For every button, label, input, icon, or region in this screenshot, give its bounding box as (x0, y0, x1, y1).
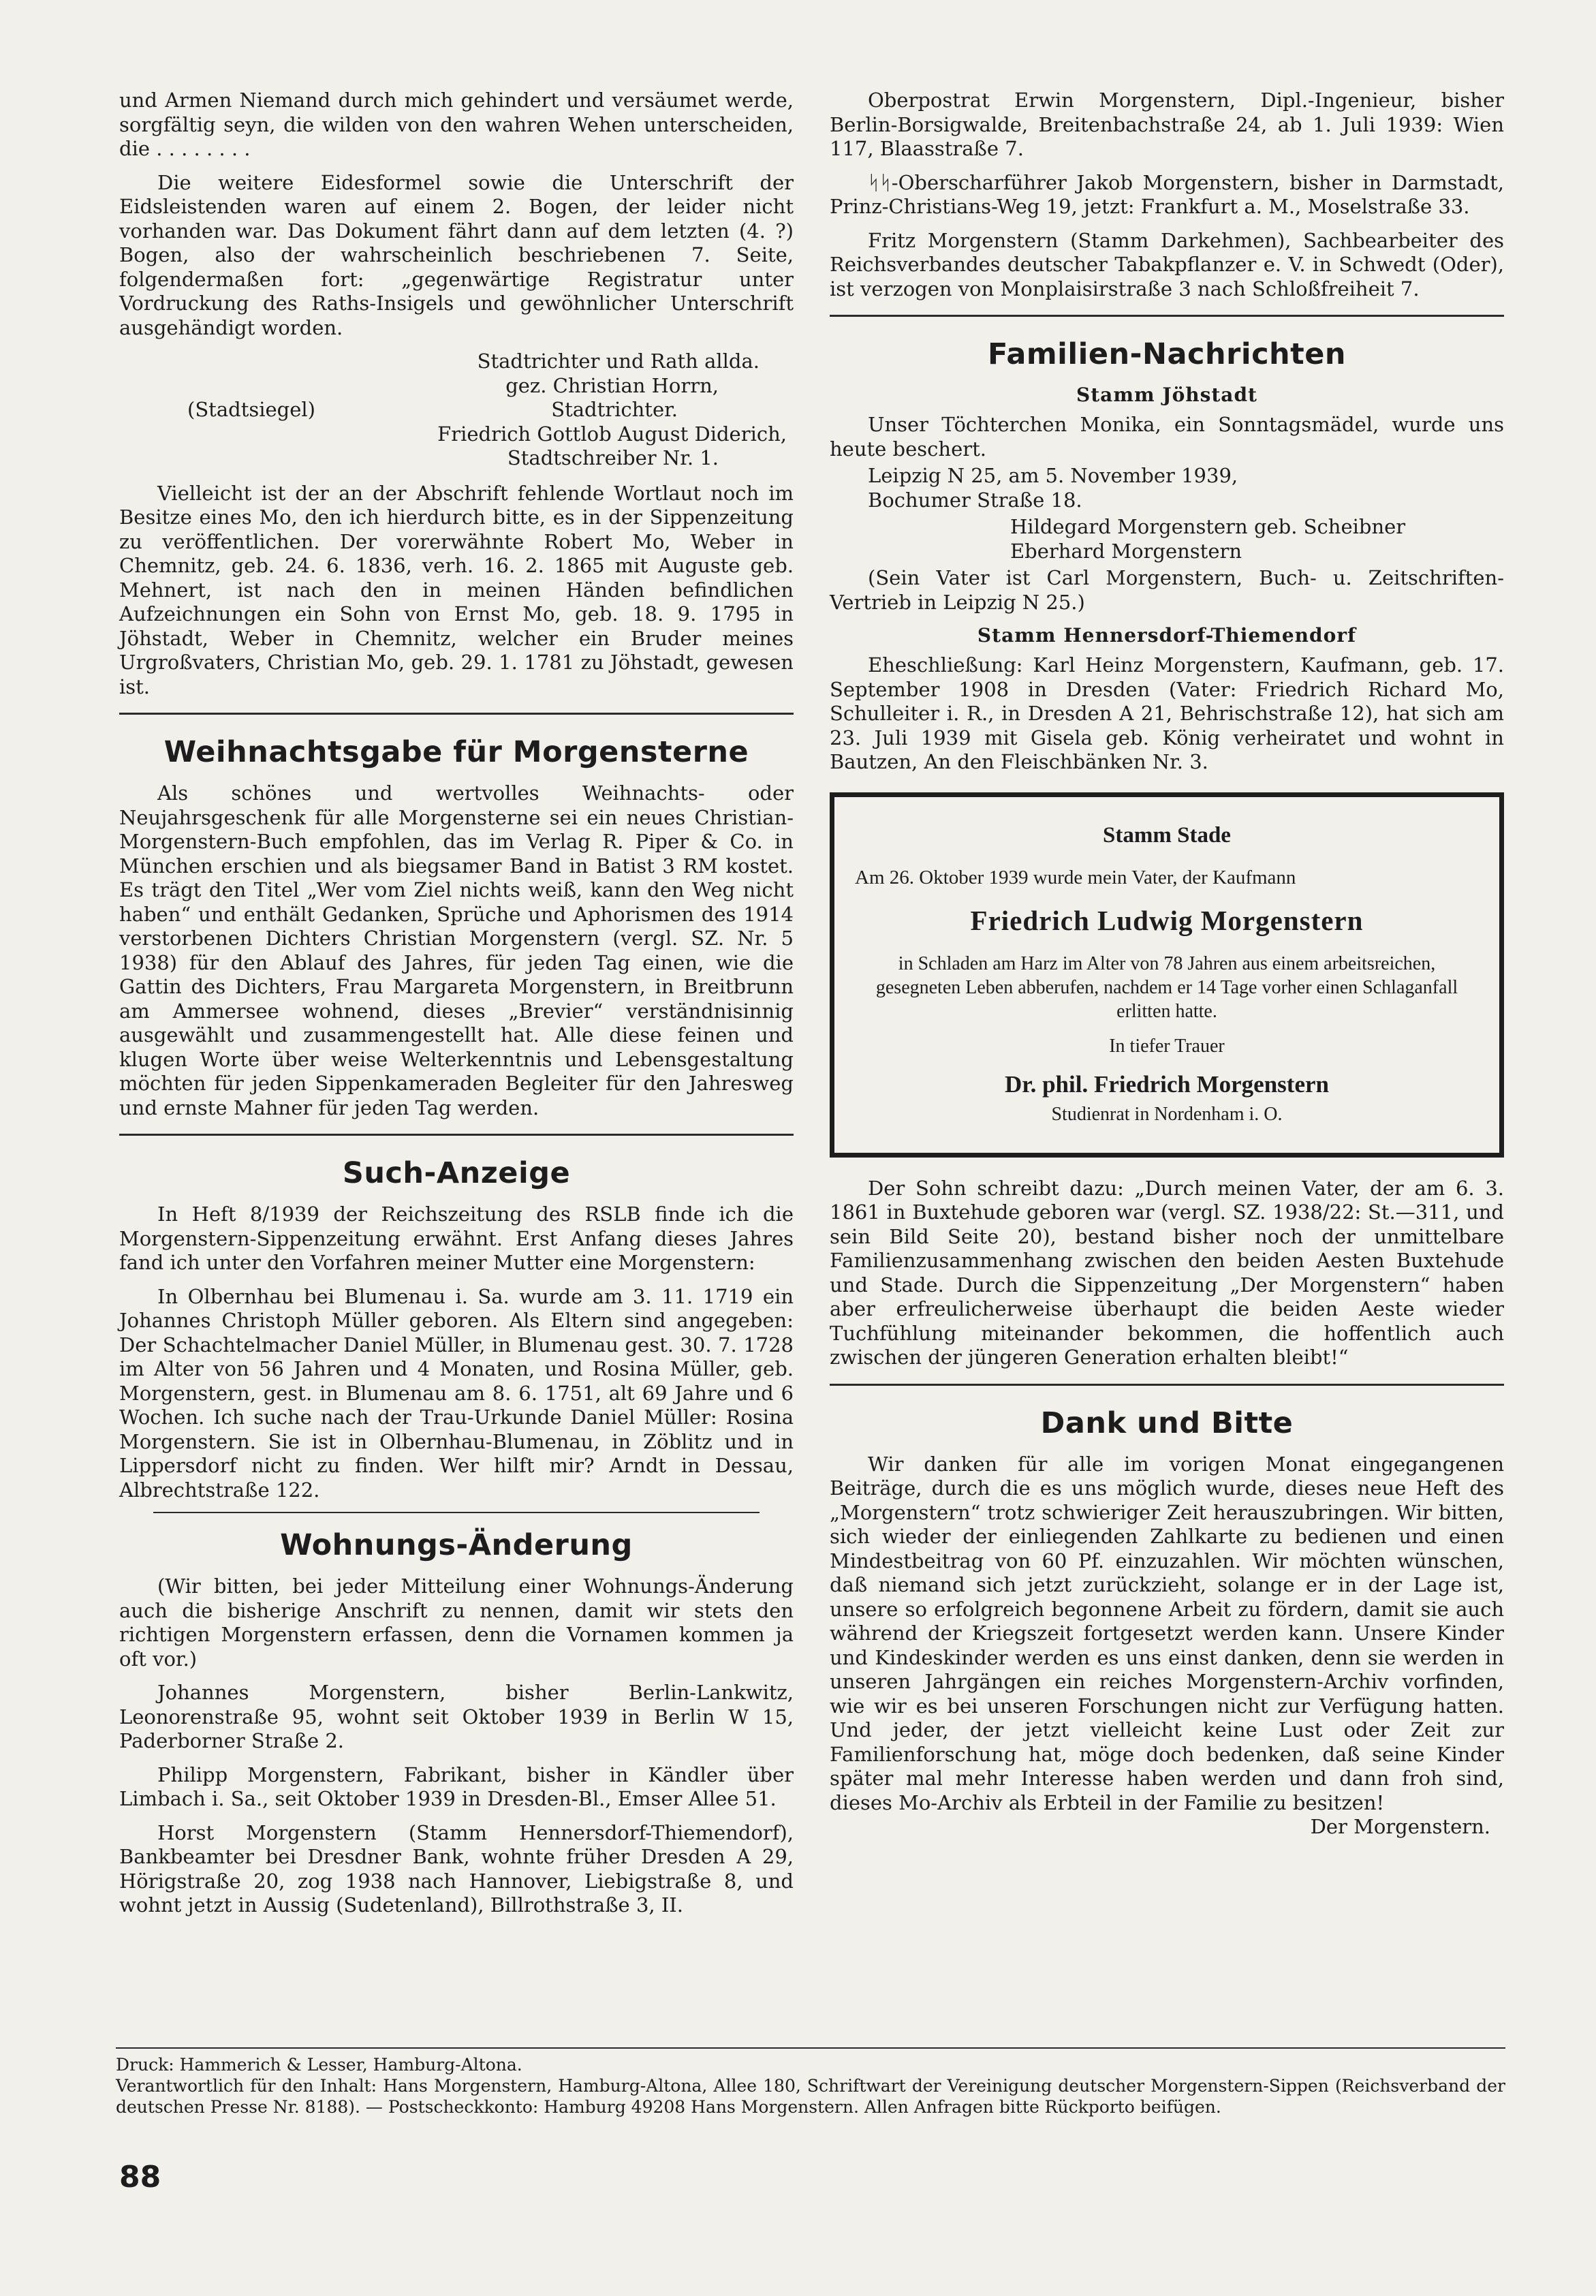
heading-weihnachtsgabe: Weihnachtsgabe für Morgensterne (163, 735, 749, 769)
section-divider (119, 1134, 794, 1136)
signature-line: Eberhard Morgenstern (1010, 539, 1242, 563)
heading-stamm-hennersdorf: Stamm Hennersdorf-Thiemendorf (977, 624, 1357, 647)
paragraph-erwin: Oberpostrat Erwin Morgenstern, Dipl.-Ingenieur, bisher Berlin-Borsigwalde, Breitenbachstraße 24, ab 1. Juli 1939: Wien 117, Blaasstraße 7. (830, 89, 1504, 160)
paragraph-wohnung-intro: (Wir bitten, bei jeder Mitteilung einer Wohnungs-Änderung auch die bisherige Anschrift zu nennen, damit wir stets den richtigen Morgenstern erfassen, denn die Vornamen kommen ja oft vor.) (119, 1574, 794, 1671)
signature-line: Friedrich Gottlob August Diderich, (437, 422, 787, 446)
signature-line: Stadtrichter. (551, 398, 678, 421)
paragraph-eidesformel: Die weitere Eidesformel sowie die Unterschrift der Eidsleistenden waren auf einem 2. Bogen, der leider nicht vorhanden war. Das Dokument fährt dann auf dem letzten (4. ?) Bogen, also der wahrscheinlich beschriebenen 7. Seite, folgendermaßen fort: „gegenwärtige Registratur unter Vordruckung des Raths-Insigels und gewöhnlicher Unterschrift ausgehändigt worden. (119, 170, 794, 339)
death-notice-box (830, 792, 1504, 1158)
paragraph-sohn: Der Sohn schreibt dazu: „Durch meinen Vater, der am 6. 3. 1861 in Buxtehude geboren war (vergl. SZ. 1938/22: St.—311, und sein Bild Seite 20), bestand bisher noch der unmittelbare Familienzusammenhang zwischen den beiden Aesten Buxtehude und Stade. Durch die Sippenzeitung „Der Morgenstern“ haben aber erfreulicherweise überhaupt die beiden Aeste wieder Tuchfühlung miteinander bekommen, die hoffentlich auch zwischen der jüngeren Generation erhalten bleibt!“ (830, 1176, 1504, 1369)
paragraph-jakob: ᛋᛋ-Oberscharführer Jakob Morgenstern, bisher in Darmstadt, Prinz-Christians-Weg 19, jetzt: Frankfurt a. M., Moselstraße 33. (830, 170, 1504, 218)
heading-such-anzeige: Such-Anzeige (342, 1156, 571, 1190)
signature-line: Stadtrichter und Rath allda. (477, 350, 760, 373)
signature-row (119, 398, 794, 422)
heading-familien-nachrichten: Familien-Nachrichten (988, 337, 1346, 371)
left-column (119, 89, 794, 1927)
page-number: 88 (119, 2160, 161, 2194)
signature-block (119, 350, 794, 471)
paragraph-vielleicht: Vielleicht ist der an der Abschrift fehlende Wortlaut noch im Besitze eines Mo, den ich hierdurch bitte, es in der Sippenzeitung zu veröffentlichen. Der vorerwähnte Robert Mo, Weber in Chemnitz, geb. 24. 6. 1836, verh. 16. 2. 1865 mit Auguste geb. Mehnert, ist nach den in meinen Händen befindlichen Aufzeichnungen ein Sohn von Ernst Mo, geb. 18. 9. 1795 in Jöhstadt, Weber in Chemnitz, welcher ein Bruder meines Urgroßvaters, Christian Mo, geb. 29. 1. 1781 zu Jöhstadt, gewesen ist. (119, 481, 794, 698)
heading-wohnungs-aenderung: Wohnungs-Änderung (280, 1528, 633, 1562)
paragraph-joehstadt-3: Bochumer Straße 18. (868, 488, 1082, 512)
death-notice-signer-role: Studienrat in Nordenham i. O. (1051, 1103, 1283, 1125)
heading-stamm-joehstadt: Stamm Jöhstadt (1076, 384, 1257, 406)
city-seal: (Stadtsiegel) (187, 398, 315, 421)
footer-divider (116, 2047, 1505, 2049)
right-column (830, 89, 1504, 1849)
paragraph-such-1: In Heft 8/1939 der Reichszeitung des RSLB finde ich die Morgenstern-Sippenzeitung erwähnt. Erst Anfang dieses Jahres fand ich unter den Vorfahren meiner Mutter eine Morgenstern: (119, 1203, 794, 1274)
death-notice-title: Stamm Stade (1103, 822, 1231, 848)
paragraph-joehstadt-1: Unser Töchterchen Monika, ein Sonntagsmädel, wurde uns heute beschert. (830, 413, 1504, 461)
footer-druck: Druck: Hammerich & Lesser, Hamburg-Altona. (116, 2055, 522, 2075)
paragraph-wohnung-3: Horst Morgenstern (Stamm Hennersdorf-Thiemendorf), Bankbeamter bei Dresdner Bank, wohnte früher Dresden A 29, Hörigstraße 20, zog 1938 nach Hannover, Liebigstraße 8, und wohnt jetzt in Aussig (Sudetenland), Billrothstraße 3, II. (119, 1820, 794, 1917)
paragraph-such-2: In Olbernhau bei Blumenau i. Sa. wurde am 3. 11. 1719 ein Johannes Christoph Müller geboren. Als Eltern sind angegeben: Der Schachtelmacher Daniel Müller, in Blumenau gest. 30. 7. 1728 im Alter von 56 Jahren und 4 Monaten, und Rosina Müller, geb. Morgenstern, gest. in Blumenau am 8. 6. 1751, alt 69 Jahre und 6 Wochen. Ich suche nach der Trau-Urkunde Daniel Müller: Rosina Morgenstern. Sie ist in Olbernhau-Blumenau, in Zöblitz und in Lippersdorf nicht zu finden. Wer hilft mir? Arndt in Dessau, Albrechtstraße 122. (119, 1284, 794, 1502)
imprint-footer (116, 2047, 1505, 2117)
section-divider (830, 1384, 1504, 1386)
paragraph-wohnung-2: Philipp Morgenstern, Fabrikant, bisher in Kändler über Limbach i. Sa., seit Oktober 1939 in Dresden-Bl., Emser Allee 51. (119, 1763, 794, 1810)
death-notice-signer: Dr. phil. Friedrich Morgenstern (1004, 1070, 1329, 1098)
footer-verantwortlich: Verantwortlich für den Inhalt: Hans Morgenstern, Hamburg-Altona, Allee 180, Schriftwart der Vereinigung deutscher Morgenstern-Sippen (Reichsverband der deutschen Presse Nr. 8188). — Postscheckkonto: Hamburg 49208 Hans Morgenstern. Allen Anfragen bitte Rückporto beifügen. (116, 2076, 1505, 2117)
death-notice-intro: Am 26. Oktober 1939 wurde mein Vater, der Kaufmann (855, 866, 1296, 888)
signature-line: Stadtschreiber Nr. 1. (507, 446, 719, 469)
section-divider (153, 1512, 760, 1513)
paragraph-dank: Wir danken für alle im vorigen Monat eingegangenen Beiträge, durch die es uns möglich wurde, dieses neue Heft des „Morgenstern“ trotz schwieriger Zeit herauszubringen. Wir bitten, sich wieder der einliegenden Zahlkarte zu bedienen und einen Mindestbeitrag von 60 Pf. einzuzahlen. Wir möchten wünschen, daß niemand sich jetzt zurückzieht, solange er in der Lage ist, unsere so erfolgreich begonnene Arbeit zu fördern, damit sie auch während der Kriegszeit fortgesetzt werden kann. Unsere Kinder und Kindeskinder werden es uns einst danken, denn sie werden in unseren Jahrgängen ein reiches Morgenstern-Archiv vorfinden, wie wir es bei unseren Forschungen nicht zur Verfügung hatten. Und jeder, der jetzt vielleicht keine Lust oder Zeit zur Familienforschung hat, möge doch bedenken, daß seine Kinder später mal mehr Interesse haben werden und dann froh sind, dieses Mo-Archiv als Erbteil in der Familie zu besitzen! (830, 1452, 1504, 1814)
paragraph-weihnachtsgabe: Als schönes und wertvolles Weihnachts- oder Neujahrsgeschenk für alle Morgensterne sei ein neues Christian-Morgenstern-Buch empfohlen, das im Verlag R. Piper & Co. in München erschien und als biegsamer Band in Batist 3 RM kostet. Es trägt den Titel „Wer vom Ziel nichts weiß, kann den Weg nicht haben“ und enthält Gedanken, Sprüche und Aphorismen des 1914 verstorbenen Dichters Christian Morgenstern (vergl. SZ. Nr. 5 1938) für den Ablauf des Jahres, für jeden Tag einen, wie die Gattin des Dichters, Frau Margareta Morgenstern, in Breitbrunn am Ammersee wohnend, dieses „Brevier“ verständnisinnig ausgewählt und zusammengestellt hat. Alle diese feinen und klugen Worte über weise Welterkenntnis und Lebensgestaltung möchten für jeden Sippenkameraden Begleiter für den Jahresweg und ernste Mahner für jeden Tag werden. (119, 781, 794, 1119)
section-divider (830, 315, 1504, 317)
paragraph-wohnung-1: Johannes Morgenstern, bisher Berlin-Lankwitz, Leonorenstraße 95, wohnt seit Oktober 1939 in Berlin W 15, Paderborner Straße 2. (119, 1681, 794, 1752)
signature-line: Hildegard Morgenstern geb. Scheibner (1010, 515, 1406, 538)
paragraph-eheschliessung: Eheschließung: Karl Heinz Morgenstern, Kaufmann, geb. 17. September 1908 in Dresden (Vater: Friedrich Richard Mo, Schulleiter i. R., in Dresden A 21, Behrischstraße 12), hat sich am 23. Juli 1939 mit Gisela geb. König verheiratet und wohnt in Bautzen, An den Fleischbänken Nr. 3. (830, 653, 1504, 773)
death-notice-text: in Schladen am Harz im Alter von 78 Jahren aus einem arbeitsreichen, gesegneten Leben abberufen, nachdem er 14 Tage vorher einen Schlaganfall erlitten hatte. (875, 952, 1458, 1022)
paragraph-fritz: Fritz Morgenstern (Stamm Darkehmen), Sachbearbeiter des Reichsverbandes deutscher Tabakpflanzer e. V. in Schwedt (Oder), ist verzogen von Monplaisirstraße 3 nach Schloßfreiheit 7. (830, 228, 1504, 300)
paragraph-joehstadt-2: Leipzig N 25, am 5. November 1939, (868, 464, 1238, 487)
death-notice-mourning: In tiefer Trauer (1109, 1035, 1225, 1057)
paragraph-joehstadt-note: (Sein Vater ist Carl Morgenstern, Buch- u. Zeitschriften-Vertrieb in Leipzig N 25.) (830, 566, 1504, 614)
paragraph-top: und Armen Niemand durch mich gehindert und versäumet werde, sorgfältig seyn, die wilden von den wahren Wehen unterscheiden, die . . . . . . . . (119, 89, 794, 160)
heading-dank-und-bitte: Dank und Bitte (1040, 1406, 1294, 1440)
dank-signature: Der Morgenstern. (1310, 1815, 1490, 1838)
death-notice-name: Friedrich Ludwig Morgenstern (970, 904, 1364, 936)
section-divider (119, 713, 794, 715)
signature-line: gez. Christian Horrn, (505, 373, 719, 397)
